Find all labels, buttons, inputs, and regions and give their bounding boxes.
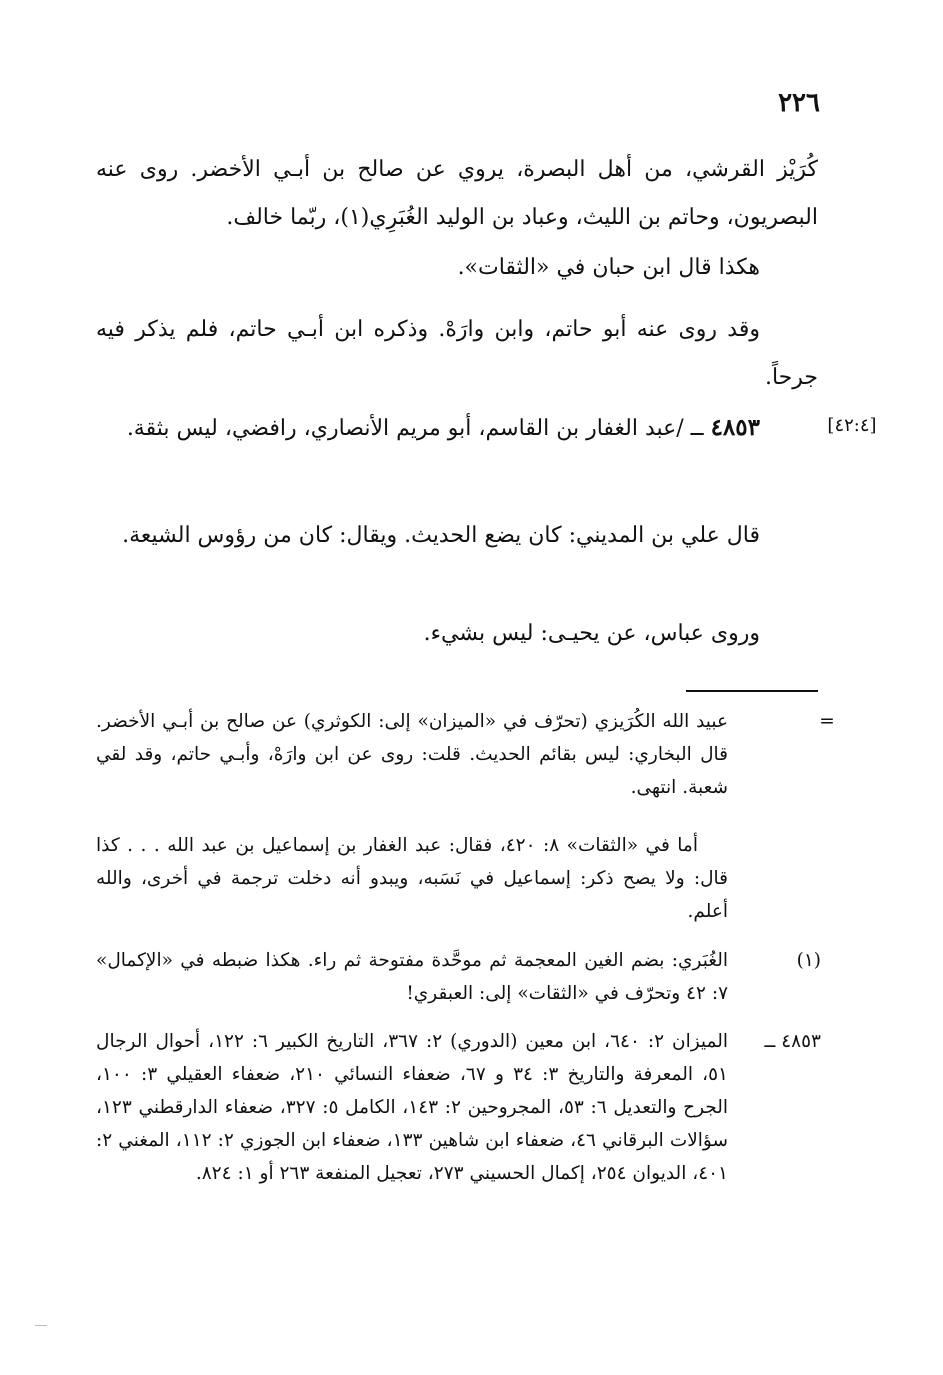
paragraph-abu-hatim: وقد روى عنه أبو حاتم، وابن وارَهْ. وذكره ابن أبـي حاتم، فلم يذكر فيه جرحاً. <box>96 317 818 390</box>
margin-volume-reference: [٤٢:٤] <box>827 415 877 436</box>
scan-mark <box>35 1325 47 1326</box>
entry-number: ٤٨٥٣ <box>710 414 760 441</box>
footnote-continuation-thiqat: أما في «الثقات» ٨: ٤٢٠، فقال: عبد الغفار بن إسماعيل بن عبد الله . . . كذا قال: ولا يصح ذكر: إسماعيل في نَسَبه، ويبدو أنه دخلت ترجمة في أخرى، والله أعلم. <box>96 835 728 922</box>
paragraph-kurayz: كُرَيْز القرشي، من أهل البصرة، يروي عن صالح بن أبـي الأخضر. روى عنه البصريون، وحاتم بن الليث، وعباد بن الوليد الغُبَرِي(١)، ربّما خالف. <box>96 157 818 230</box>
entry-heading-text: ــ /عبد الغفار بن القاسم، أبو مريم الأنصاري، رافضي، ليس بثقة. <box>126 416 711 441</box>
footnote-separator <box>686 690 818 692</box>
entry-4853 <box>96 404 818 453</box>
sources-entry-number: ٤٨٥٣ ــ <box>764 1031 821 1052</box>
paragraph-ibn-al-madini: قال علي بن المديني: كان يضع الحديث. ويقال: كان من رؤوس الشيعة. <box>122 523 760 548</box>
footnote-continuation: عبيد الله الكُرَيزي (تحرّف في «الميزان» إلى: الكوثري) عن صالح بن أبـي الأخضر. قال البخاري: ليس بقائم الحديث. قلت: روى عن ابن وارَهْ، وأبـي حاتم، وقد لقي شعبة. انتهى. <box>96 711 728 798</box>
paragraph-abbas: وروى عباس، عن يحيـى: ليس بشيء. <box>423 621 760 646</box>
footnote-1-number: (١) <box>796 950 821 971</box>
paragraph-ibn-hibban: هكذا قال ابن حبان في «الثقات». <box>457 255 760 280</box>
page-number: ٢٢٦ <box>778 88 820 118</box>
footnote-continuation-marker: = <box>819 711 835 732</box>
footnote-1-text: الغُبَري: بضم الغين المعجمة ثم موحَّدة مفتوحة ثم راء. هكذا ضبطه في «الإكمال» ٧: ٤٢ وتحرّف في «الثقات» إلى: العبقري! <box>96 950 728 1004</box>
sources-list: الميزان ٢: ٦٤٠، ابن معين (الدوري) ٢: ٣٦٧، التاريخ الكبير ٦: ١٢٢، أحوال الرجال ٥١، المعرفة والتاريخ ٣: ٣٤ و ٦٧، ضعفاء النسائي ٢١٠، ضعفاء العقيلي ٣: ١٠٠، الجرح والتعديل ٦: ٥٣، المجروحين ٢: ١٤٣، الكامل ٥: ٣٢٧، ضعفاء الدارقطني ١٢٣، سؤالات البرقاني ٤٦، ضعفاء ابن شاهين ١٣٣، ضعفاء ابن الجوزي ٢: ١١٢، المغني ٢: ٤٠١، الديوان ٢٥٤، إكمال الحسيني ٢٧٣، تعجيل المنفعة ٢٦٣ أو ١: ٨٢٤. <box>96 1031 729 1184</box>
